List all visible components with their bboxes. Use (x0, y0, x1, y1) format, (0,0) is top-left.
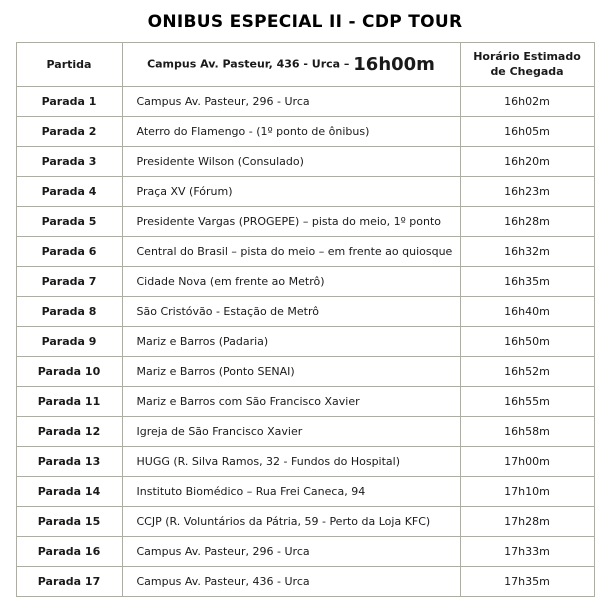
stop-name-cell: Parada 8 (16, 297, 122, 327)
bus-schedule-table (16, 42, 595, 597)
arrival-time-cell: 16h58m (460, 417, 594, 447)
table-row (16, 87, 594, 117)
arrival-time-cell: 16h20m (460, 147, 594, 177)
stop-location-cell: São Cristóvão - Estação de Metrô (122, 297, 460, 327)
arrival-time-cell: 16h40m (460, 297, 594, 327)
arrival-time-cell: 17h00m (460, 447, 594, 477)
stop-location-cell: Aterro do Flamengo - (1º ponto de ônibus) (122, 117, 460, 147)
schedule-table-header (16, 43, 594, 87)
departure-column-header: Partida (16, 43, 122, 87)
arrival-time-cell: 16h55m (460, 387, 594, 417)
stop-location-cell: Campus Av. Pasteur, 436 - Urca (122, 567, 460, 597)
stop-location-cell: Central do Brasil – pista do meio – em frente ao quiosque (122, 237, 460, 267)
table-row (16, 177, 594, 207)
stop-name-cell: Parada 15 (16, 507, 122, 537)
table-row (16, 387, 594, 417)
stop-name-cell: Parada 1 (16, 87, 122, 117)
arrival-time-cell: 17h10m (460, 477, 594, 507)
arrival-column-header: Horário Estimado de Chegada (460, 43, 594, 87)
header-row (16, 43, 594, 87)
stop-location-cell: Mariz e Barros (Ponto SENAI) (122, 357, 460, 387)
arrival-time-cell: 16h32m (460, 237, 594, 267)
arrival-time-cell: 16h02m (460, 87, 594, 117)
stop-location-cell: Mariz e Barros com São Francisco Xavier (122, 387, 460, 417)
stop-location-cell: Cidade Nova (em frente ao Metrô) (122, 267, 460, 297)
page-title: ONIBUS ESPECIAL II - CDP TOUR (147, 12, 463, 32)
stop-name-cell: Parada 13 (16, 447, 122, 477)
table-row (16, 447, 594, 477)
table-row (16, 237, 594, 267)
arrival-time-cell: 16h28m (460, 207, 594, 237)
arrival-time-cell: 16h23m (460, 177, 594, 207)
table-row (16, 147, 594, 177)
stop-location-cell: Presidente Wilson (Consulado) (122, 147, 460, 177)
stop-name-cell: Parada 11 (16, 387, 122, 417)
table-row (16, 267, 594, 297)
table-row (16, 507, 594, 537)
stop-location-cell: Campus Av. Pasteur, 296 - Urca (122, 87, 460, 117)
stop-name-cell: Parada 5 (16, 207, 122, 237)
route-label: Campus Av. Pasteur, 436 - Urca – (147, 57, 354, 71)
arrival-time-cell: 16h50m (460, 327, 594, 357)
stop-location-cell: Mariz e Barros (Padaria) (122, 327, 460, 357)
table-row (16, 357, 594, 387)
stop-name-cell: Parada 4 (16, 177, 122, 207)
departure-time: 16h00m (353, 54, 435, 75)
stop-location-cell: Instituto Biomédico – Rua Frei Caneca, 94 (122, 477, 460, 507)
stop-name-cell: Parada 2 (16, 117, 122, 147)
stop-name-cell: Parada 10 (16, 357, 122, 387)
stop-location-cell: Praça XV (Fórum) (122, 177, 460, 207)
table-row (16, 417, 594, 447)
stop-name-cell: Parada 14 (16, 477, 122, 507)
table-row (16, 537, 594, 567)
stop-name-cell: Parada 12 (16, 417, 122, 447)
table-row (16, 477, 594, 507)
stop-name-cell: Parada 7 (16, 267, 122, 297)
arrival-time-cell: 17h35m (460, 567, 594, 597)
table-row (16, 297, 594, 327)
stop-location-cell: Presidente Vargas (PROGEPE) – pista do meio, 1º ponto (122, 207, 460, 237)
stop-location-cell: Campus Av. Pasteur, 296 - Urca (122, 537, 460, 567)
arrival-time-cell: 17h28m (460, 507, 594, 537)
arrival-time-cell: 16h35m (460, 267, 594, 297)
table-row (16, 567, 594, 597)
table-row (16, 117, 594, 147)
route-column-header (122, 43, 460, 87)
table-row (16, 207, 594, 237)
stop-location-cell: Igreja de São Francisco Xavier (122, 417, 460, 447)
stop-name-cell: Parada 3 (16, 147, 122, 177)
arrival-time-cell: 16h05m (460, 117, 594, 147)
arrival-time-cell: 17h33m (460, 537, 594, 567)
arrival-time-cell: 16h52m (460, 357, 594, 387)
stop-name-cell: Parada 16 (16, 537, 122, 567)
stop-name-cell: Parada 6 (16, 237, 122, 267)
stop-name-cell: Parada 17 (16, 567, 122, 597)
stop-name-cell: Parada 9 (16, 327, 122, 357)
schedule-table-body (16, 87, 594, 597)
stop-location-cell: HUGG (R. Silva Ramos, 32 - Fundos do Hospital) (122, 447, 460, 477)
table-row (16, 327, 594, 357)
stop-location-cell: CCJP (R. Voluntários da Pátria, 59 - Perto da Loja KFC) (122, 507, 460, 537)
